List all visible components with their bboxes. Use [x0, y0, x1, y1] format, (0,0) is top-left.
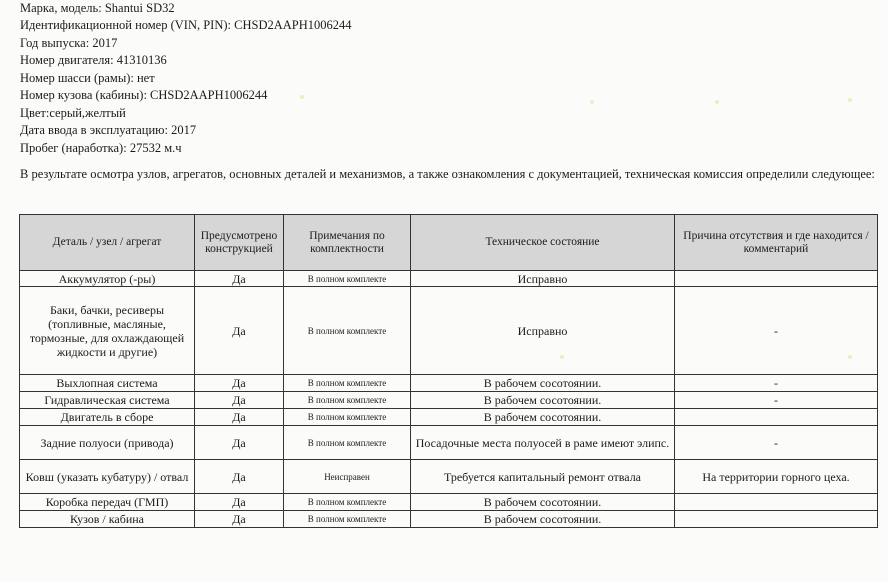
- cell-provided: Да: [195, 375, 284, 392]
- watermark-speck: [590, 100, 594, 104]
- cell-provided: Да: [195, 426, 284, 460]
- watermark-speck: [848, 98, 852, 102]
- table-header-row: [20, 215, 878, 271]
- cell-condition: Требуется капитальный ремонт отвала: [411, 460, 675, 494]
- cell-reason: На территории горного цеха.: [675, 460, 878, 494]
- cell-detail: Кузов / кабина: [20, 511, 195, 528]
- cell-reason: [675, 409, 878, 426]
- cell-reason: [675, 511, 878, 528]
- header-notes: Примечания по комплектности: [284, 215, 411, 271]
- mileage-line: Пробег (наработка): 27532 м.ч: [20, 141, 182, 155]
- watermark-speck: [300, 95, 304, 99]
- cell-reason: -: [675, 375, 878, 392]
- cell-condition: Исправно: [411, 287, 675, 375]
- cell-notes: В полном комплекте: [284, 392, 411, 409]
- table-row: [20, 392, 878, 409]
- table-row: [20, 494, 878, 511]
- cell-condition: Исправно: [411, 271, 675, 287]
- inspection-intro: В результате осмотра узлов, агрегатов, основных деталей и механизмов, а также ознакомления с документацией, техническая комиссия определили следующее:: [20, 167, 875, 181]
- table-row: [20, 287, 878, 375]
- cell-detail: Ковш (указать кубатуру) / отвал: [20, 460, 195, 494]
- cell-provided: Да: [195, 409, 284, 426]
- watermark-speck: [848, 355, 852, 359]
- commission-date-line: Дата ввода в эксплуатацию: 2017: [20, 123, 197, 137]
- cell-condition: В рабочем сосотоянии.: [411, 409, 675, 426]
- cell-provided: Да: [195, 460, 284, 494]
- cell-condition: Посадочные места полуосей в раме имеют элипс.: [411, 426, 675, 460]
- table-row: [20, 409, 878, 426]
- table-row: [20, 460, 878, 494]
- cell-condition: В рабочем сосотоянии.: [411, 511, 675, 528]
- watermark-speck: [715, 100, 719, 104]
- table-row: [20, 426, 878, 460]
- inspection-table: [19, 214, 878, 528]
- cell-provided: Да: [195, 392, 284, 409]
- body-number-line: Номер кузова (кабины): CHSD2AAPH1006244: [20, 88, 268, 102]
- cell-notes: В полном комплекте: [284, 271, 411, 287]
- cell-reason: [675, 271, 878, 287]
- cell-provided: Да: [195, 287, 284, 375]
- header-condition: Техническое состояние: [411, 215, 675, 271]
- brand-model-line: Марка, модель: Shantui SD32: [20, 1, 175, 15]
- header-reason: Причина отсутствия и где находится / комментарий: [675, 215, 878, 271]
- cell-provided: Да: [195, 511, 284, 528]
- color-line: Цвет:серый,желтый: [20, 106, 126, 120]
- cell-detail: Коробка передач (ГМП): [20, 494, 195, 511]
- cell-provided: Да: [195, 271, 284, 287]
- cell-notes: В полном комплекте: [284, 426, 411, 460]
- cell-notes: В полном комплекте: [284, 494, 411, 511]
- cell-detail: Гидравлическая система: [20, 392, 195, 409]
- cell-notes: Неисправен: [284, 460, 411, 494]
- cell-condition: В рабочем сосотоянии.: [411, 375, 675, 392]
- cell-detail: Выхлопная система: [20, 375, 195, 392]
- cell-reason: -: [675, 287, 878, 375]
- table-row: [20, 511, 878, 528]
- cell-detail: Баки, бачки, ресиверы (топливные, масляные, тормозные, для охлаждающей жидкости и другие): [20, 287, 195, 375]
- cell-reason: [675, 494, 878, 511]
- header-detail: Деталь / узел / агрегат: [20, 215, 195, 271]
- chassis-number-line: Номер шасси (рамы): нет: [20, 71, 155, 85]
- cell-reason: -: [675, 392, 878, 409]
- header-provided: Предусмотрено конструкцией: [195, 215, 284, 271]
- cell-notes: В полном комплекте: [284, 511, 411, 528]
- table-row: [20, 375, 878, 392]
- cell-condition: В рабочем сосотоянии.: [411, 494, 675, 511]
- cell-detail: Аккумулятор (-ры): [20, 271, 195, 287]
- cell-notes: В полном комплекте: [284, 375, 411, 392]
- cell-provided: Да: [195, 494, 284, 511]
- cell-reason: -: [675, 426, 878, 460]
- cell-detail: Двигатель в сборе: [20, 409, 195, 426]
- vin-line: Идентификационной номер (VIN, PIN): CHSD2AAPH1006244: [20, 18, 352, 32]
- year-line: Год выпуска: 2017: [20, 36, 118, 50]
- table-row: [20, 271, 878, 287]
- cell-condition: В рабочем сосотоянии.: [411, 392, 675, 409]
- watermark-speck: [560, 355, 564, 359]
- cell-notes: В полном комплекте: [284, 409, 411, 426]
- cell-notes: В полном комплекте: [284, 287, 411, 375]
- engine-number-line: Номер двигателя: 41310136: [20, 53, 167, 67]
- cell-detail: Задние полуоси (привода): [20, 426, 195, 460]
